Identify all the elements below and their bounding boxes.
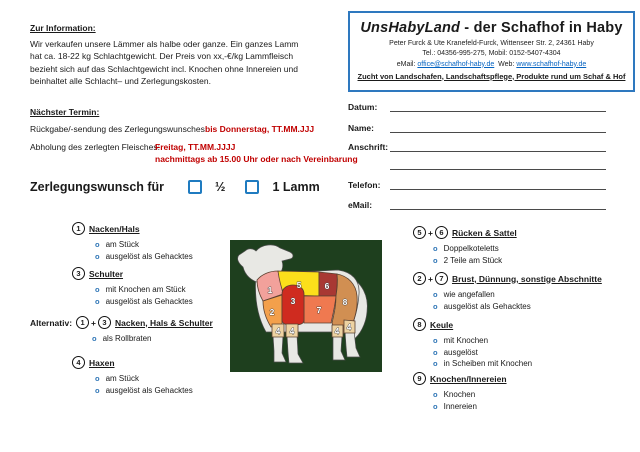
circled-number: 9 xyxy=(413,372,426,385)
cut-option xyxy=(95,297,193,306)
form-field-row xyxy=(348,178,606,190)
bullet-icon: o xyxy=(95,385,100,395)
cut-option-label: ausgelöst als Gehacktes xyxy=(443,301,531,311)
farm-title-rest: - der Schafhof in Haby xyxy=(460,20,623,36)
form-field-input-line[interactable] xyxy=(390,121,606,133)
cut-section-header xyxy=(30,316,213,329)
cut-option-label: als Rollbraten xyxy=(102,334,152,343)
cut-request-line xyxy=(30,180,320,194)
cut-section-title: Knochen/Innereien xyxy=(430,373,507,384)
whole-lamb-checkbox[interactable] xyxy=(245,180,259,194)
cut-options xyxy=(413,290,602,311)
bullet-icon: o xyxy=(433,255,438,265)
form-field-row xyxy=(348,140,606,152)
cut-options xyxy=(413,336,532,368)
cut-option xyxy=(433,244,517,253)
farm-title xyxy=(350,20,633,36)
form-field-label: Telefon: xyxy=(348,180,381,190)
cut-option-label: wie angefallen xyxy=(443,290,495,299)
region-number: 1 xyxy=(267,285,273,295)
email-label: eMail: xyxy=(396,60,418,68)
bullet-icon: o xyxy=(433,336,438,345)
cut-option-label: mit Knochen am Stück xyxy=(105,285,186,294)
farm-contact-line xyxy=(350,61,633,68)
cut-option xyxy=(433,348,532,357)
circled-number: 3 xyxy=(98,316,111,329)
region-number: 2 xyxy=(269,307,275,317)
pickup-value: Freitag, TT.MM.JJJJ xyxy=(155,142,236,152)
info-block xyxy=(30,22,340,88)
cut-option xyxy=(433,359,532,368)
cut-option xyxy=(95,374,193,383)
cut-section-ruecken-sattel xyxy=(413,226,517,267)
bullet-icon: o xyxy=(433,401,438,411)
circled-number: 4 xyxy=(72,356,85,369)
cut-option-label: am Stück xyxy=(105,240,139,249)
circled-number: 1 xyxy=(72,222,85,235)
cut-section-haxen xyxy=(72,356,193,397)
cut-option xyxy=(433,402,507,411)
cut-option-label: 2 Teile am Stück xyxy=(443,255,503,265)
return-deadline-value: bis Donnerstag, TT.MM.JJJ xyxy=(205,124,315,134)
cut-section-header xyxy=(72,267,193,280)
cut-option xyxy=(433,290,602,299)
region-number: 4 xyxy=(334,326,340,336)
cut-options xyxy=(30,334,213,343)
cut-option xyxy=(433,302,602,311)
cut-section-alternativ xyxy=(30,316,213,346)
cut-section-title: Schulter xyxy=(89,268,124,279)
cut-option-label: ausgelöst als Gehacktes xyxy=(105,385,193,395)
circled-number: 1 xyxy=(76,316,89,329)
bullet-icon: o xyxy=(433,301,438,311)
bullet-icon: o xyxy=(433,390,438,399)
cut-section-title: Brust, Dünnung, sonstige Abschnitte xyxy=(451,273,602,284)
cut-option-label: in Scheiben mit Knochen xyxy=(443,359,533,368)
info-line: hat ca. 18-22 kg Schlachtgewicht. Der Preis von xx,-€/kg Lammfleisch xyxy=(30,51,294,61)
form-field-label: Name: xyxy=(348,123,374,133)
form-field-row xyxy=(348,121,606,133)
half-lamb-checkbox[interactable] xyxy=(188,180,202,194)
pickup-time-note: nachmittags ab 15.00 Uhr oder nach Vereinbarung xyxy=(155,154,358,164)
cut-option xyxy=(433,336,532,345)
cut-options xyxy=(413,244,517,265)
region-number: 3 xyxy=(290,296,296,306)
bullet-icon: o xyxy=(433,244,438,253)
info-line: beinhaltet alle Schlacht– und Zerlegungskosten. xyxy=(30,76,211,86)
form-field-label: Anschrift: xyxy=(348,142,389,152)
cut-option-label: ausgelöst als Gehacktes xyxy=(105,296,193,306)
cut-section-header xyxy=(413,318,532,331)
region-number: 4 xyxy=(289,326,295,336)
cut-section-title: Keule xyxy=(430,319,454,330)
cut-options xyxy=(72,240,193,261)
bullet-icon: o xyxy=(95,285,100,294)
cut-section-title: Nacken/Hals xyxy=(89,223,140,234)
cut-section-header xyxy=(413,272,602,285)
farm-phone: Tel.: 04356-995-275, Mobil: 0152-5407-4304 xyxy=(422,50,561,57)
farm-tagline: Zucht von Landschafen, Landschaftspflege, Produkte rund um Schaf & Hof xyxy=(357,71,626,81)
half-lamb-label: ½ xyxy=(215,180,226,194)
farm-name: UnsHabyLand xyxy=(360,20,461,36)
region-number: 4 xyxy=(346,322,352,332)
form-field-input-line[interactable] xyxy=(390,178,606,190)
circled-number: 2 xyxy=(413,272,426,285)
cut-options xyxy=(413,390,507,411)
web-link[interactable]: www.schafhof-haby.de xyxy=(516,60,587,68)
cut-option-label: am Stück xyxy=(105,374,139,383)
cut-section-header xyxy=(72,356,193,369)
farm-address: Peter Furck & Ute Kranefeld-Furck, Wittenseer Str. 2, 24361 Haby xyxy=(389,39,594,47)
cut-section-schulter xyxy=(72,267,193,308)
form-field-row xyxy=(348,100,606,112)
bullet-icon: o xyxy=(433,290,438,299)
cut-option xyxy=(433,390,507,399)
cut-options xyxy=(72,285,193,306)
plus-sign: + xyxy=(91,317,97,328)
info-heading: Zur Information: xyxy=(30,23,96,33)
farm-header-box xyxy=(348,11,635,92)
form-field-input-line[interactable] xyxy=(390,158,606,170)
cut-option xyxy=(95,386,193,395)
region-number: 5 xyxy=(296,280,302,290)
plus-sign: + xyxy=(428,227,433,238)
pickup-label: Abholung des zerlegten Fleisches: xyxy=(30,142,160,152)
bullet-icon: o xyxy=(433,347,438,357)
cut-section-title: Nacken, Hals & Schulter xyxy=(115,317,213,328)
form-field-input-line[interactable] xyxy=(390,140,606,152)
cut-option xyxy=(433,256,517,265)
form-field-input-line[interactable] xyxy=(390,100,606,112)
cut-section-header xyxy=(413,372,507,385)
region-number: 6 xyxy=(324,281,330,291)
cut-option xyxy=(95,285,193,294)
section-prefix: Alternativ: xyxy=(30,317,73,328)
cut-section-header xyxy=(413,226,517,239)
bullet-icon: o xyxy=(433,359,438,368)
region-number: 8 xyxy=(342,297,348,307)
cut-section-title: Rücken & Sattel xyxy=(451,227,517,238)
lamb-diagram-svg xyxy=(230,240,382,372)
cut-option-label: Innereien xyxy=(443,401,477,411)
form-field-row xyxy=(348,158,606,170)
email-link[interactable]: office@schafhof-haby.de xyxy=(417,60,495,68)
bullet-icon: o xyxy=(95,296,100,306)
cut-section-keule xyxy=(413,318,532,371)
cut-section-brust-duennung xyxy=(413,272,602,313)
whole-lamb-label: 1 Lamm xyxy=(272,180,320,194)
info-line: Wir verkaufen unsere Lämmer als halbe oder ganze. Ein ganzes Lamm xyxy=(30,38,299,49)
circled-number: 6 xyxy=(435,226,448,239)
cut-section-header xyxy=(72,222,193,235)
cut-section-title: Haxen xyxy=(89,357,115,368)
info-line: bezieht sich auf das Schlachtgewicht incl. Knochen ohne Innereien und xyxy=(30,63,298,74)
circled-number: 5 xyxy=(413,226,426,239)
cut-option xyxy=(92,334,213,343)
cut-option-label: Knochen xyxy=(443,390,476,399)
cut-option-label: ausgelöst xyxy=(443,347,478,357)
form-field-label: eMail: xyxy=(348,200,373,210)
next-date-heading: Nächster Termin: xyxy=(30,107,100,117)
return-deadline-label: Rückgabe/-sendung des Zerlegungswunsches: xyxy=(30,124,208,134)
lamb-cut-diagram xyxy=(230,240,382,372)
bullet-icon: o xyxy=(95,240,100,249)
bullet-icon: o xyxy=(92,334,97,343)
cut-option-label: ausgelöst als Gehacktes xyxy=(105,251,193,261)
bullet-icon: o xyxy=(95,374,100,383)
form-field-row xyxy=(348,198,606,210)
form-field-label: Datum: xyxy=(348,102,378,112)
cut-request-label: Zerlegungswunsch für xyxy=(30,180,165,194)
bullet-icon: o xyxy=(95,251,100,261)
circled-number: 8 xyxy=(413,318,426,331)
cut-option-label: Doppelkoteletts xyxy=(443,244,499,253)
cut-option xyxy=(95,240,193,249)
cut-option xyxy=(95,252,193,261)
form-field-input-line[interactable] xyxy=(390,198,606,210)
region-number: 7 xyxy=(316,305,322,315)
web-label: Web: xyxy=(498,60,517,68)
circled-number: 7 xyxy=(435,272,448,285)
region-number: 4 xyxy=(275,326,281,336)
cut-section-knochen-innereien xyxy=(413,372,507,413)
cut-section-nacken-hals xyxy=(72,222,193,263)
cut-option-label: mit Knochen xyxy=(443,336,489,345)
plus-sign: + xyxy=(428,273,433,284)
cut-options xyxy=(72,374,193,395)
circled-number: 3 xyxy=(72,267,85,280)
